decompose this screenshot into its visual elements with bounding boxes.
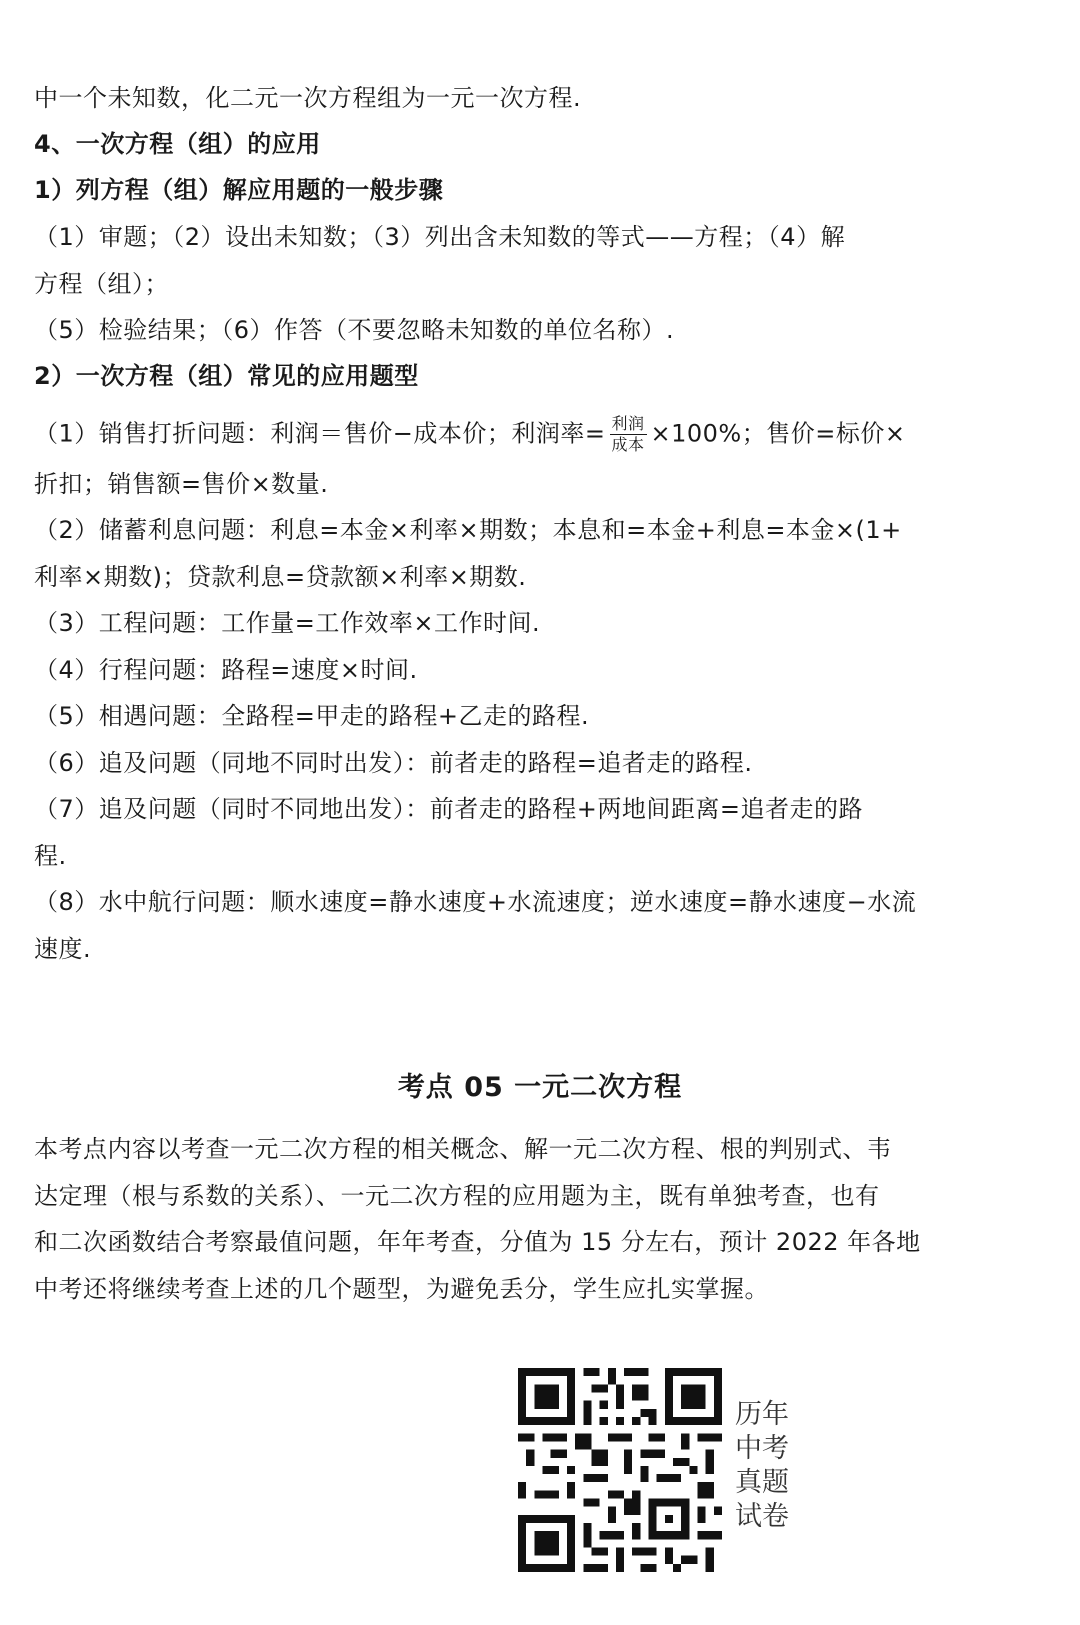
steps-line-2: 方程（组）； [34, 270, 169, 298]
text-line-continuation: 中一个未知数，化二元一次方程组为一元一次方程. [34, 84, 582, 112]
section-intro-line-1: 本考点内容以考查一元二次方程的相关概念、解一元二次方程、根的判别式、韦 [34, 1135, 892, 1163]
type-8-water-line-1: （8）水中航行问题：顺水速度=静水速度+水流速度；逆水速度=静水速度−水流 [34, 888, 917, 916]
type-4-travel: （4）行程问题：路程=速度×时间. [34, 656, 418, 684]
type-5-meeting: （5）相遇问题：全路程=甲走的路程+乙走的路程. [34, 702, 590, 730]
type-6-chase-same-place: （6）追及问题（同地不同时出发）：前者走的路程=追者走的路程. [34, 749, 753, 777]
section-intro-line-2: 达定理（根与系数的关系）、一元二次方程的应用题为主，既有单独考查，也有 [34, 1182, 880, 1210]
subheading-common-types: 2）一次方程（组）常见的应用题型 [34, 362, 419, 390]
qr-caption-line: 历年 [735, 1399, 789, 1430]
type-2-savings-line-1: （2）储蓄利息问题：利息=本金×利率×期数；本息和=本金+利息=本金×(1+ [34, 516, 902, 544]
heading-4-applications: 4、一次方程（组）的应用 [34, 130, 321, 158]
qr-code-icon[interactable] [518, 1368, 722, 1572]
type-1-sales-line-1 [34, 414, 1034, 455]
type-7-chase-same-time-line-2: 程. [34, 842, 67, 870]
qr-caption-line: 真题 [735, 1467, 789, 1498]
type-3-engineering: （3）工程问题：工作量=工作效率×工作时间. [34, 609, 541, 637]
section-intro-line-3: 和二次函数结合考察最值问题，年年考查，分值为 15 分左右，预计 2022 年各地 [34, 1228, 921, 1256]
fraction-denominator: 成本 [611, 435, 645, 454]
section-title: 考点 05 一元二次方程 [397, 1072, 683, 1103]
qr-caption [735, 1398, 805, 1534]
profit-rate-fraction [610, 414, 647, 455]
type-8-water-line-2: 速度. [34, 935, 92, 963]
type-1-sales-suffix: ×100%；售价=标价× [650, 419, 906, 448]
subheading-general-steps: 1）列方程（组）解应用题的一般步骤 [34, 176, 444, 204]
type-7-chase-same-time-line-1: （7）追及问题（同时不同地出发）：前者走的路程+两地间距离=追者走的路 [34, 795, 863, 823]
type-1-sales-prefix: （1）销售打折问题：利润＝售价−成本价；利润率= [34, 419, 606, 448]
type-2-savings-line-2: 利率×期数)；贷款利息=贷款额×利率×期数. [34, 563, 527, 591]
qr-caption-line: 中考 [735, 1433, 789, 1464]
fraction-numerator: 利润 [611, 414, 645, 433]
section-intro-line-4: 中考还将继续考查上述的几个题型，为避免丢分，学生应扎实掌握。 [34, 1275, 769, 1303]
steps-line-1: （1）审题；（2）设出未知数；（3）列出含未知数的等式——方程；（4）解 [34, 223, 846, 251]
type-1-sales-line-2: 折扣；销售额=售价×数量. [34, 470, 329, 498]
steps-line-3: （5）检验结果；（6）作答（不要忽略未知数的单位名称）. [34, 316, 675, 344]
qr-caption-line: 试卷 [735, 1501, 789, 1532]
